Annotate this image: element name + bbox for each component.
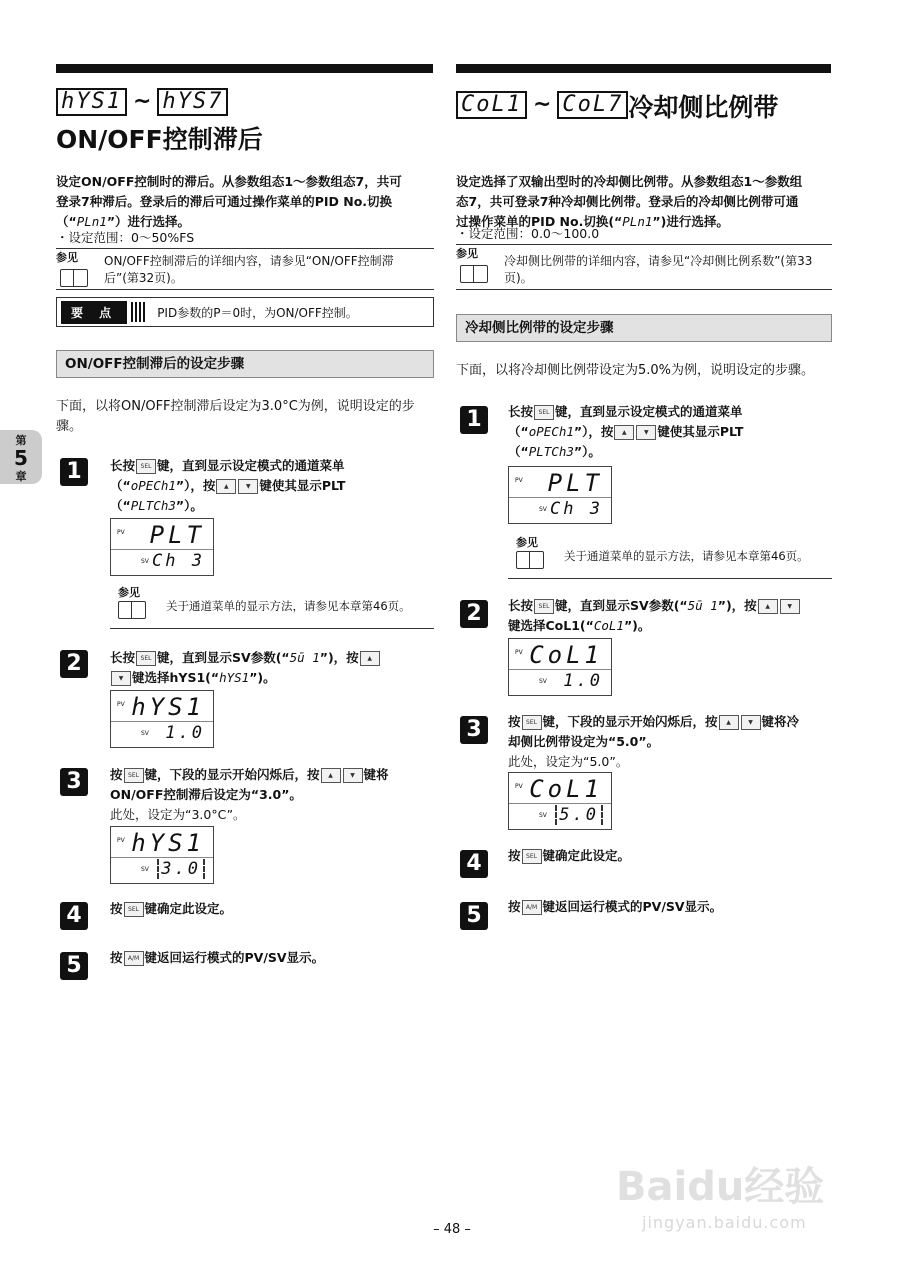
left-step2-code: 5ū 1 <box>289 650 320 665</box>
lcd-divider <box>111 721 213 722</box>
left-lcd1 <box>110 518 214 576</box>
up-key-icon: ▲ <box>360 651 380 666</box>
right-reference-label-wrap <box>456 245 504 289</box>
right-lcd3 <box>508 772 612 830</box>
down-key-icon: ▼ <box>780 599 800 614</box>
pv-label: PV <box>515 477 523 484</box>
left-page-title: ON/OFF控制滞后 <box>56 125 263 154</box>
left-step3-b: 键，下段的显示开始闪烁后，按 <box>144 767 320 782</box>
left-reference-label: 参见 <box>56 251 78 264</box>
up-key-icon: ▲ <box>216 479 236 494</box>
left-lcd1-pv: PLT <box>149 521 205 549</box>
left-lcd3-pv: hYS1 <box>131 829 205 857</box>
right-step1-a: 长按 <box>508 404 534 419</box>
left-step2-d: 键选择hYS1(“ <box>132 670 220 685</box>
right-step1-number: 1 <box>460 406 488 434</box>
up-key-icon: ▲ <box>321 768 341 783</box>
lcd-divider <box>509 497 611 498</box>
right-top-bar <box>456 64 831 73</box>
left-reference-label-wrap <box>56 249 104 289</box>
left-reference-box <box>56 248 434 290</box>
left-step2-c: ”)，按 <box>319 650 359 665</box>
left-intro-line3-b: ”）进行选择。 <box>106 214 191 229</box>
right-step4-number: 4 <box>460 850 488 878</box>
right-step1-g: ”）。 <box>573 444 601 459</box>
left-step1-e: 键使其显示PLT <box>259 478 346 493</box>
left-step1-b: 键，直到显示设定模式的通道菜单 <box>157 458 345 473</box>
sel-key-icon: SEL <box>124 902 144 917</box>
right-step1-text <box>508 402 832 462</box>
left-step2-a: 长按 <box>110 650 136 665</box>
left-intro <box>56 172 436 232</box>
left-step5-a: 按 <box>110 950 123 965</box>
left-step2-text <box>110 648 434 688</box>
left-step1-d: ”），按 <box>175 478 216 493</box>
left-step4-text <box>110 899 434 919</box>
right-step5-text <box>508 897 832 917</box>
lcd-divider <box>111 857 213 858</box>
left-step3-e: 此处，设定为“3.0°C”。 <box>110 807 246 822</box>
watermark-url: jingyan.baidu.com <box>642 1213 807 1232</box>
sel-key-icon: SEL <box>534 599 554 614</box>
point-text: PID参数的P＝0时，为ON/OFF控制。 <box>157 305 358 320</box>
sel-key-icon: SEL <box>522 849 542 864</box>
left-step5-b: 键返回运行模式的PV/SV显示。 <box>144 950 325 965</box>
right-example-text: 下面，以将冷却侧比例带设定为5.0%为例，说明设定的步骤。 <box>456 363 815 378</box>
left-intro-code: PLn1 <box>76 214 107 229</box>
page-number: – 48 – <box>433 1222 471 1237</box>
right-lcd2 <box>508 638 612 696</box>
right-step3-d: 却侧比例带设定为“5.0”。 <box>508 734 660 749</box>
left-lcd2-pv: hYS1 <box>131 693 205 721</box>
right-reference-text: 冷却侧比例带的详细内容，请参见“冷却侧比例系数”(第33页)。 <box>504 254 813 285</box>
sv-label: SV <box>539 678 547 685</box>
right-step2-c: ”)，按 <box>717 598 757 613</box>
up-key-icon: ▲ <box>614 425 634 440</box>
left-step5-number: 5 <box>60 952 88 980</box>
right-ref2-text: 关于通道菜单的显示方法，请参见本章第46页。 <box>564 549 809 563</box>
left-step1-code2: PLTCh3 <box>130 498 176 513</box>
right-reference-box <box>456 244 832 290</box>
right-section-heading: 冷却侧比例带的设定步骤 <box>456 314 832 342</box>
lcd-divider <box>509 669 611 670</box>
left-step3-c: 键将 <box>363 767 389 782</box>
up-key-icon: ▲ <box>719 715 739 730</box>
right-step4-b: 键确定此设定。 <box>542 848 631 863</box>
right-title-row <box>456 88 778 124</box>
right-step2-code: 5ū 1 <box>687 598 718 613</box>
left-step1-g: ”）。 <box>175 498 203 513</box>
left-step4-a: 按 <box>110 901 123 916</box>
right-step3-text <box>508 712 832 772</box>
left-code-from: hYS1 <box>56 88 127 116</box>
right-ref2-label: 参见 <box>516 536 538 549</box>
right-step2-b: 键，直到显示SV参数(“ <box>555 598 688 613</box>
down-key-icon: ▼ <box>636 425 656 440</box>
right-lcd1 <box>508 466 612 524</box>
left-code-to: hYS7 <box>157 88 228 116</box>
right-step3-c: 键将冷 <box>761 714 800 729</box>
book-icon <box>516 551 544 569</box>
left-intro-line3-a: （“ <box>56 214 77 229</box>
right-lcd2-sv: 1.0 <box>563 671 603 691</box>
book-icon <box>118 601 146 619</box>
chapter-tab-top: 第 <box>15 434 27 447</box>
right-reference-label: 参见 <box>456 247 478 260</box>
left-ref2-box <box>110 584 434 629</box>
left-lcd2 <box>110 690 214 748</box>
right-intro-line3-a: 过操作菜单的PID No.切换(“ <box>456 214 623 229</box>
right-lcd1-pv: PLT <box>547 469 603 497</box>
sv-label: SV <box>539 812 547 819</box>
watermark-brand: Baidu经验 <box>616 1164 825 1210</box>
sel-key-icon: SEL <box>534 405 554 420</box>
left-step2-number: 2 <box>60 650 88 678</box>
left-top-bar <box>56 64 433 73</box>
right-step3-b: 键，下段的显示开始闪烁后，按 <box>542 714 718 729</box>
am-key-icon: A/M <box>124 951 144 966</box>
right-step5-b: 键返回运行模式的PV/SV显示。 <box>542 899 723 914</box>
right-setting-range: ・设定范围：0.0～100.0 <box>456 226 600 241</box>
left-step2-e: ”)。 <box>249 670 276 685</box>
right-step1-code2: PLTCh3 <box>528 444 574 459</box>
right-ref2-box <box>508 534 832 579</box>
right-code-from: CoL1 <box>456 91 527 119</box>
pv-label: PV <box>117 529 125 536</box>
pv-label: PV <box>515 783 523 790</box>
am-key-icon: A/M <box>522 900 542 915</box>
right-lcd2-pv: CoL1 <box>529 641 603 669</box>
chapter-tab-bottom: 章 <box>15 470 27 483</box>
left-step3-text <box>110 765 434 825</box>
left-step1-code1: oPECh1 <box>130 478 176 493</box>
right-step5-number: 5 <box>460 902 488 930</box>
pv-label: PV <box>515 649 523 656</box>
point-bars-icon <box>131 302 147 322</box>
down-key-icon: ▼ <box>741 715 761 730</box>
left-step1-number: 1 <box>60 458 88 486</box>
left-step1-f: （“ <box>110 498 131 513</box>
sv-label: SV <box>141 730 149 737</box>
right-tilde: ~ <box>532 91 552 117</box>
point-tag: 要 点 <box>61 301 127 324</box>
right-step1-f: （“ <box>508 444 529 459</box>
right-lcd3-sv-blinking: 5.0 <box>555 805 603 825</box>
down-key-icon: ▼ <box>343 768 363 783</box>
left-step3-a: 按 <box>110 767 123 782</box>
left-step2-b: 键，直到显示SV参数(“ <box>157 650 290 665</box>
lcd-divider <box>509 803 611 804</box>
left-step2-code2: hYS1 <box>219 670 250 685</box>
book-icon <box>60 269 88 287</box>
left-intro-line2: 登录7种滞后。登录后的滞后可通过操作菜单的PID No.切换 <box>56 194 393 209</box>
left-step1-c: （“ <box>110 478 131 493</box>
right-intro-line2: 态7，共可登录7种冷却侧比例带。登录后的冷却侧比例带可通 <box>456 194 799 209</box>
right-step2-a: 长按 <box>508 598 534 613</box>
lcd-divider <box>111 549 213 550</box>
right-step3-number: 3 <box>460 716 488 744</box>
left-point-box <box>56 297 434 327</box>
right-code-to: CoL7 <box>557 91 628 119</box>
right-step1-c: （“ <box>508 424 529 439</box>
right-intro <box>456 172 834 232</box>
left-lcd2-sv: 1.0 <box>165 723 205 743</box>
sv-label: SV <box>141 558 149 565</box>
left-step3-d: ON/OFF控制滞后设定为“3.0”。 <box>110 787 302 802</box>
up-key-icon: ▲ <box>758 599 778 614</box>
left-step5-text <box>110 948 434 968</box>
left-reference-text: ON/OFF控制滞后的详细内容，请参见“ON/OFF控制滞后”(第32页)。 <box>104 254 394 285</box>
right-lcd1-sv: Ch 3 <box>550 499 603 519</box>
right-step4-text <box>508 846 832 866</box>
pv-label: PV <box>117 701 125 708</box>
right-step3-e: 此处，设定为“5.0”。 <box>508 754 629 769</box>
left-example-text: 下面，以将ON/OFF控制滞后设定为3.0°C为例，说明设定的步骤。 <box>56 399 415 434</box>
sel-key-icon: SEL <box>522 715 542 730</box>
right-step2-e: ”)。 <box>623 618 651 633</box>
right-step2-number: 2 <box>460 600 488 628</box>
left-setting-range: ・设定范围：0～50%FS <box>56 230 195 245</box>
right-step1-d: ”），按 <box>573 424 614 439</box>
right-step2-d: 键选择CoL1(“ <box>508 618 594 633</box>
chapter-tab-number: 5 <box>14 446 28 470</box>
down-key-icon: ▼ <box>111 671 131 686</box>
left-step1-a: 长按 <box>110 458 136 473</box>
left-step4-number: 4 <box>60 902 88 930</box>
right-intro-line1: 设定选择了双输出型时的冷却侧比例带。从参数组态1～参数组 <box>456 174 803 189</box>
right-step2-text <box>508 596 832 636</box>
left-ref2-text: 关于通道菜单的显示方法，请参见本章第46页。 <box>166 599 411 613</box>
left-step1-text <box>110 456 434 516</box>
left-lcd1-sv: Ch 3 <box>152 551 205 571</box>
down-key-icon: ▼ <box>238 479 258 494</box>
pv-label: PV <box>117 837 125 844</box>
left-step3-number: 3 <box>60 768 88 796</box>
left-ref2-label: 参见 <box>118 586 140 599</box>
book-icon <box>460 265 488 283</box>
right-step1-code1: oPECh1 <box>528 424 574 439</box>
right-lcd3-pv: CoL1 <box>529 775 603 803</box>
right-page-title: 冷却侧比例带 <box>628 93 779 122</box>
right-step4-a: 按 <box>508 848 521 863</box>
left-parameter-codes <box>56 88 228 116</box>
right-intro-code: PLn1 <box>622 214 653 229</box>
right-step5-a: 按 <box>508 899 521 914</box>
right-intro-line3-b: ”)进行选择。 <box>652 214 729 229</box>
right-step1-e: 键使其显示PLT <box>657 424 744 439</box>
left-lcd3-sv-blinking: 3.0 <box>157 859 205 879</box>
left-lcd3 <box>110 826 214 884</box>
right-step2-code2: CoL1 <box>593 618 624 633</box>
sel-key-icon: SEL <box>136 651 156 666</box>
sel-key-icon: SEL <box>124 768 144 783</box>
left-section-heading: ON/OFF控制滞后的设定步骤 <box>56 350 434 378</box>
chapter-tab <box>0 430 42 484</box>
right-step1-b: 键，直到显示设定模式的通道菜单 <box>555 404 743 419</box>
left-step4-b: 键确定此设定。 <box>144 901 233 916</box>
right-step3-a: 按 <box>508 714 521 729</box>
left-tilde: ~ <box>132 89 152 114</box>
sv-label: SV <box>141 866 149 873</box>
left-intro-line1: 设定ON/OFF控制时的滞后。从参数组态1～参数组态7，共可 <box>56 174 402 189</box>
sel-key-icon: SEL <box>136 459 156 474</box>
sv-label: SV <box>539 506 547 513</box>
